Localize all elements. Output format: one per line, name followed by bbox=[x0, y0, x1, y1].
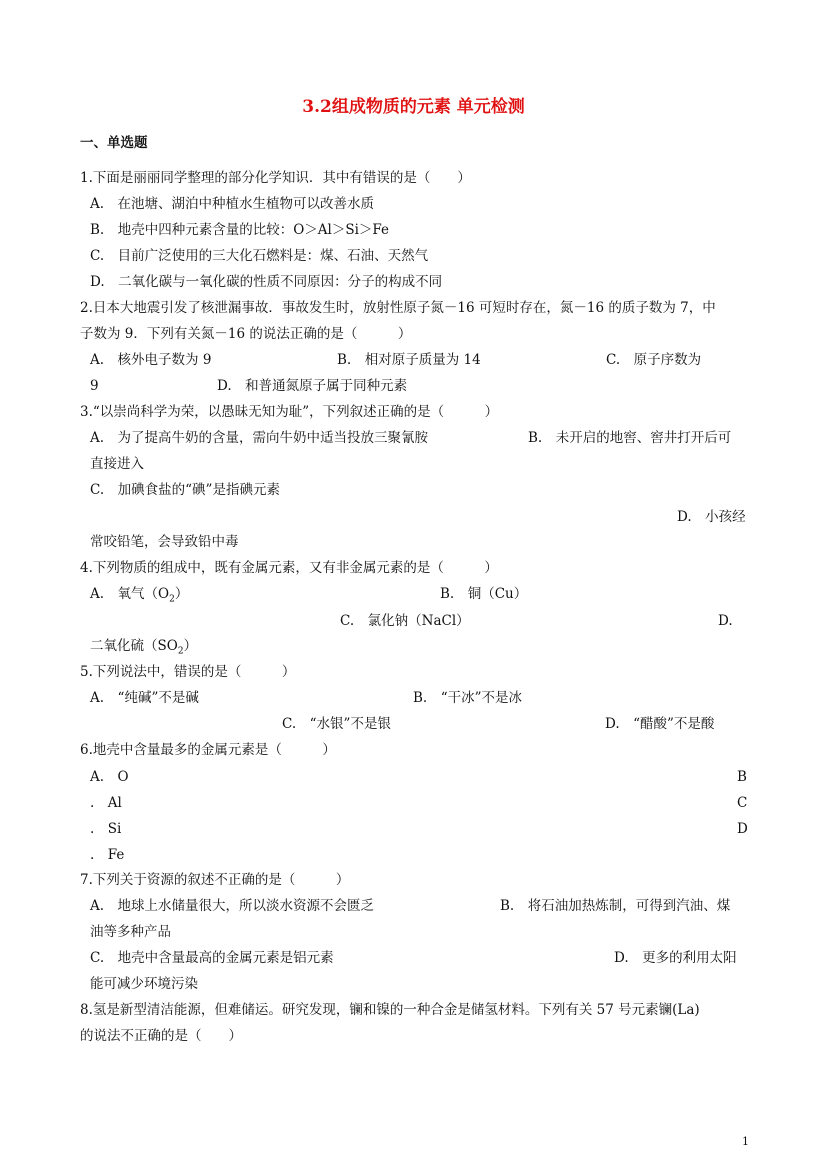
option-d-text: 二氧化硫（SO bbox=[90, 638, 178, 654]
question-6-option-b-letter: B bbox=[737, 769, 747, 785]
section-heading: 一、单选题 bbox=[80, 135, 148, 151]
question-1-option-c: C. 目前广泛使用的三大化石燃料是：煤、石油、天然气 bbox=[90, 248, 429, 264]
question-7-option-c: C. 地壳中含量最高的金属元素是铝元素 bbox=[90, 950, 334, 966]
question-6-option-d-letter: D bbox=[737, 821, 748, 837]
question-4-option-b: B. 铜（Cu） bbox=[440, 586, 528, 602]
option-a-text: A. 氧气（O bbox=[90, 586, 170, 602]
question-4-option-d: D. bbox=[718, 613, 733, 629]
question-6-option-c: . Si bbox=[90, 821, 122, 837]
subscript: 2 bbox=[169, 594, 175, 605]
subscript: 2 bbox=[177, 646, 184, 657]
question-5-option-b: B. “干冰”不是冰 bbox=[413, 690, 523, 706]
question-7-stem: 7.下列关于资源的叙述不正确的是（ ） bbox=[80, 872, 350, 888]
question-7-option-a: A. 地球上水储量很大，所以淡水资源不会匮乏 bbox=[90, 898, 375, 914]
question-2-stem-line-2: 子数为 9．下列有关氮－16 的说法正确的是（ ） bbox=[80, 326, 412, 342]
option-a-close: ） bbox=[174, 586, 189, 602]
question-3-option-d-cont: 常咬铅笔，会导致铅中毒 bbox=[90, 534, 239, 550]
question-3-option-b-cont: 直接进入 bbox=[90, 456, 144, 472]
question-3-option-a: A. 为了提高牛奶的含量，需向牛奶中适当投放三聚氰胺 bbox=[90, 430, 429, 446]
question-2-option-a: A. 核外电子数为 9 bbox=[90, 352, 212, 368]
question-2-stem-line-1: 2.日本大地震引发了核泄漏事故．事故发生时，放射性原子氮－16 可短时存在，氮－16 的质子数为 7，中 bbox=[80, 300, 716, 316]
question-8-stem-line-1: 8.氢是新型清洁能源，但难储运。研究发现，镧和镍的一种合金是储氢材料。下列有关 57 号元素镧(La) bbox=[80, 1002, 700, 1018]
question-4-option-c: C. 氯化钠（NaCl） bbox=[340, 613, 470, 629]
question-3-stem: 3.“以崇尚科学为荣，以愚昧无知为耻”，下列叙述正确的是（ ） bbox=[80, 404, 499, 420]
question-5-option-c: C. “水银”不是银 bbox=[282, 716, 391, 732]
question-5-option-a: A. “纯碱”不是碱 bbox=[90, 690, 199, 706]
question-1-option-d: D. 二氧化碳与一氧化碳的性质不同原因：分子的构成不同 bbox=[90, 274, 443, 290]
page-number: 1 bbox=[742, 1135, 749, 1148]
question-6-stem: 6.地壳中含量最多的金属元素是（ ） bbox=[80, 742, 336, 758]
question-7-option-b: B. 将石油加热炼制，可得到汽油、煤 bbox=[500, 898, 731, 914]
question-5-stem: 5.下列说法中，错误的是（ ） bbox=[80, 664, 296, 680]
question-7-option-d-cont: 能可减少环境污染 bbox=[90, 976, 198, 992]
question-7-option-d: D. 更多的利用太阳 bbox=[614, 950, 737, 966]
question-6-option-c-letter: C bbox=[737, 795, 748, 811]
question-1-option-a: A. 在池塘、湖泊中种植水生植物可以改善水质 bbox=[90, 196, 375, 212]
question-3-option-d: D. 小孩经 bbox=[677, 509, 746, 525]
question-8-stem-line-2: 的说法不正确的是（ ） bbox=[80, 1028, 242, 1044]
question-5-option-d: D. “醋酸”不是酸 bbox=[605, 716, 715, 732]
question-2-option-c: C. 原子序数为 bbox=[606, 352, 702, 368]
option-d-close: ） bbox=[183, 638, 198, 654]
question-4-option-a bbox=[90, 585, 188, 609]
document-title: 3.2组成物质的元素 单元检测 bbox=[302, 97, 525, 117]
question-7-option-b-cont: 油等多种产品 bbox=[90, 924, 171, 940]
question-3-option-b: B. 未开启的地窖、窖井打开后可 bbox=[528, 430, 732, 446]
question-2-option-d: D. 和普通氮原子属于同种元素 bbox=[217, 378, 408, 394]
question-2-option-b: B. 相对原子质量为 14 bbox=[337, 352, 481, 368]
question-6-option-d: . Fe bbox=[90, 847, 125, 863]
question-6-option-a: A. O bbox=[90, 769, 129, 785]
question-2-option-c-cont: 9 bbox=[90, 378, 99, 394]
question-1-stem: 1.下面是丽丽同学整理的部分化学知识．其中有错误的是（ ） bbox=[80, 170, 471, 186]
question-1-option-b: B. 地壳中四种元素含量的比较：O＞Al＞Si＞Fe bbox=[90, 222, 390, 238]
question-4-option-d-cont bbox=[90, 637, 197, 661]
question-6-option-b: . Al bbox=[90, 795, 122, 811]
question-3-option-c: C. 加碘食盐的“碘”是指碘元素 bbox=[90, 482, 280, 498]
question-4-stem: 4.下列物质的组成中，既有金属元素，又有非金属元素的是（ ） bbox=[80, 560, 498, 576]
